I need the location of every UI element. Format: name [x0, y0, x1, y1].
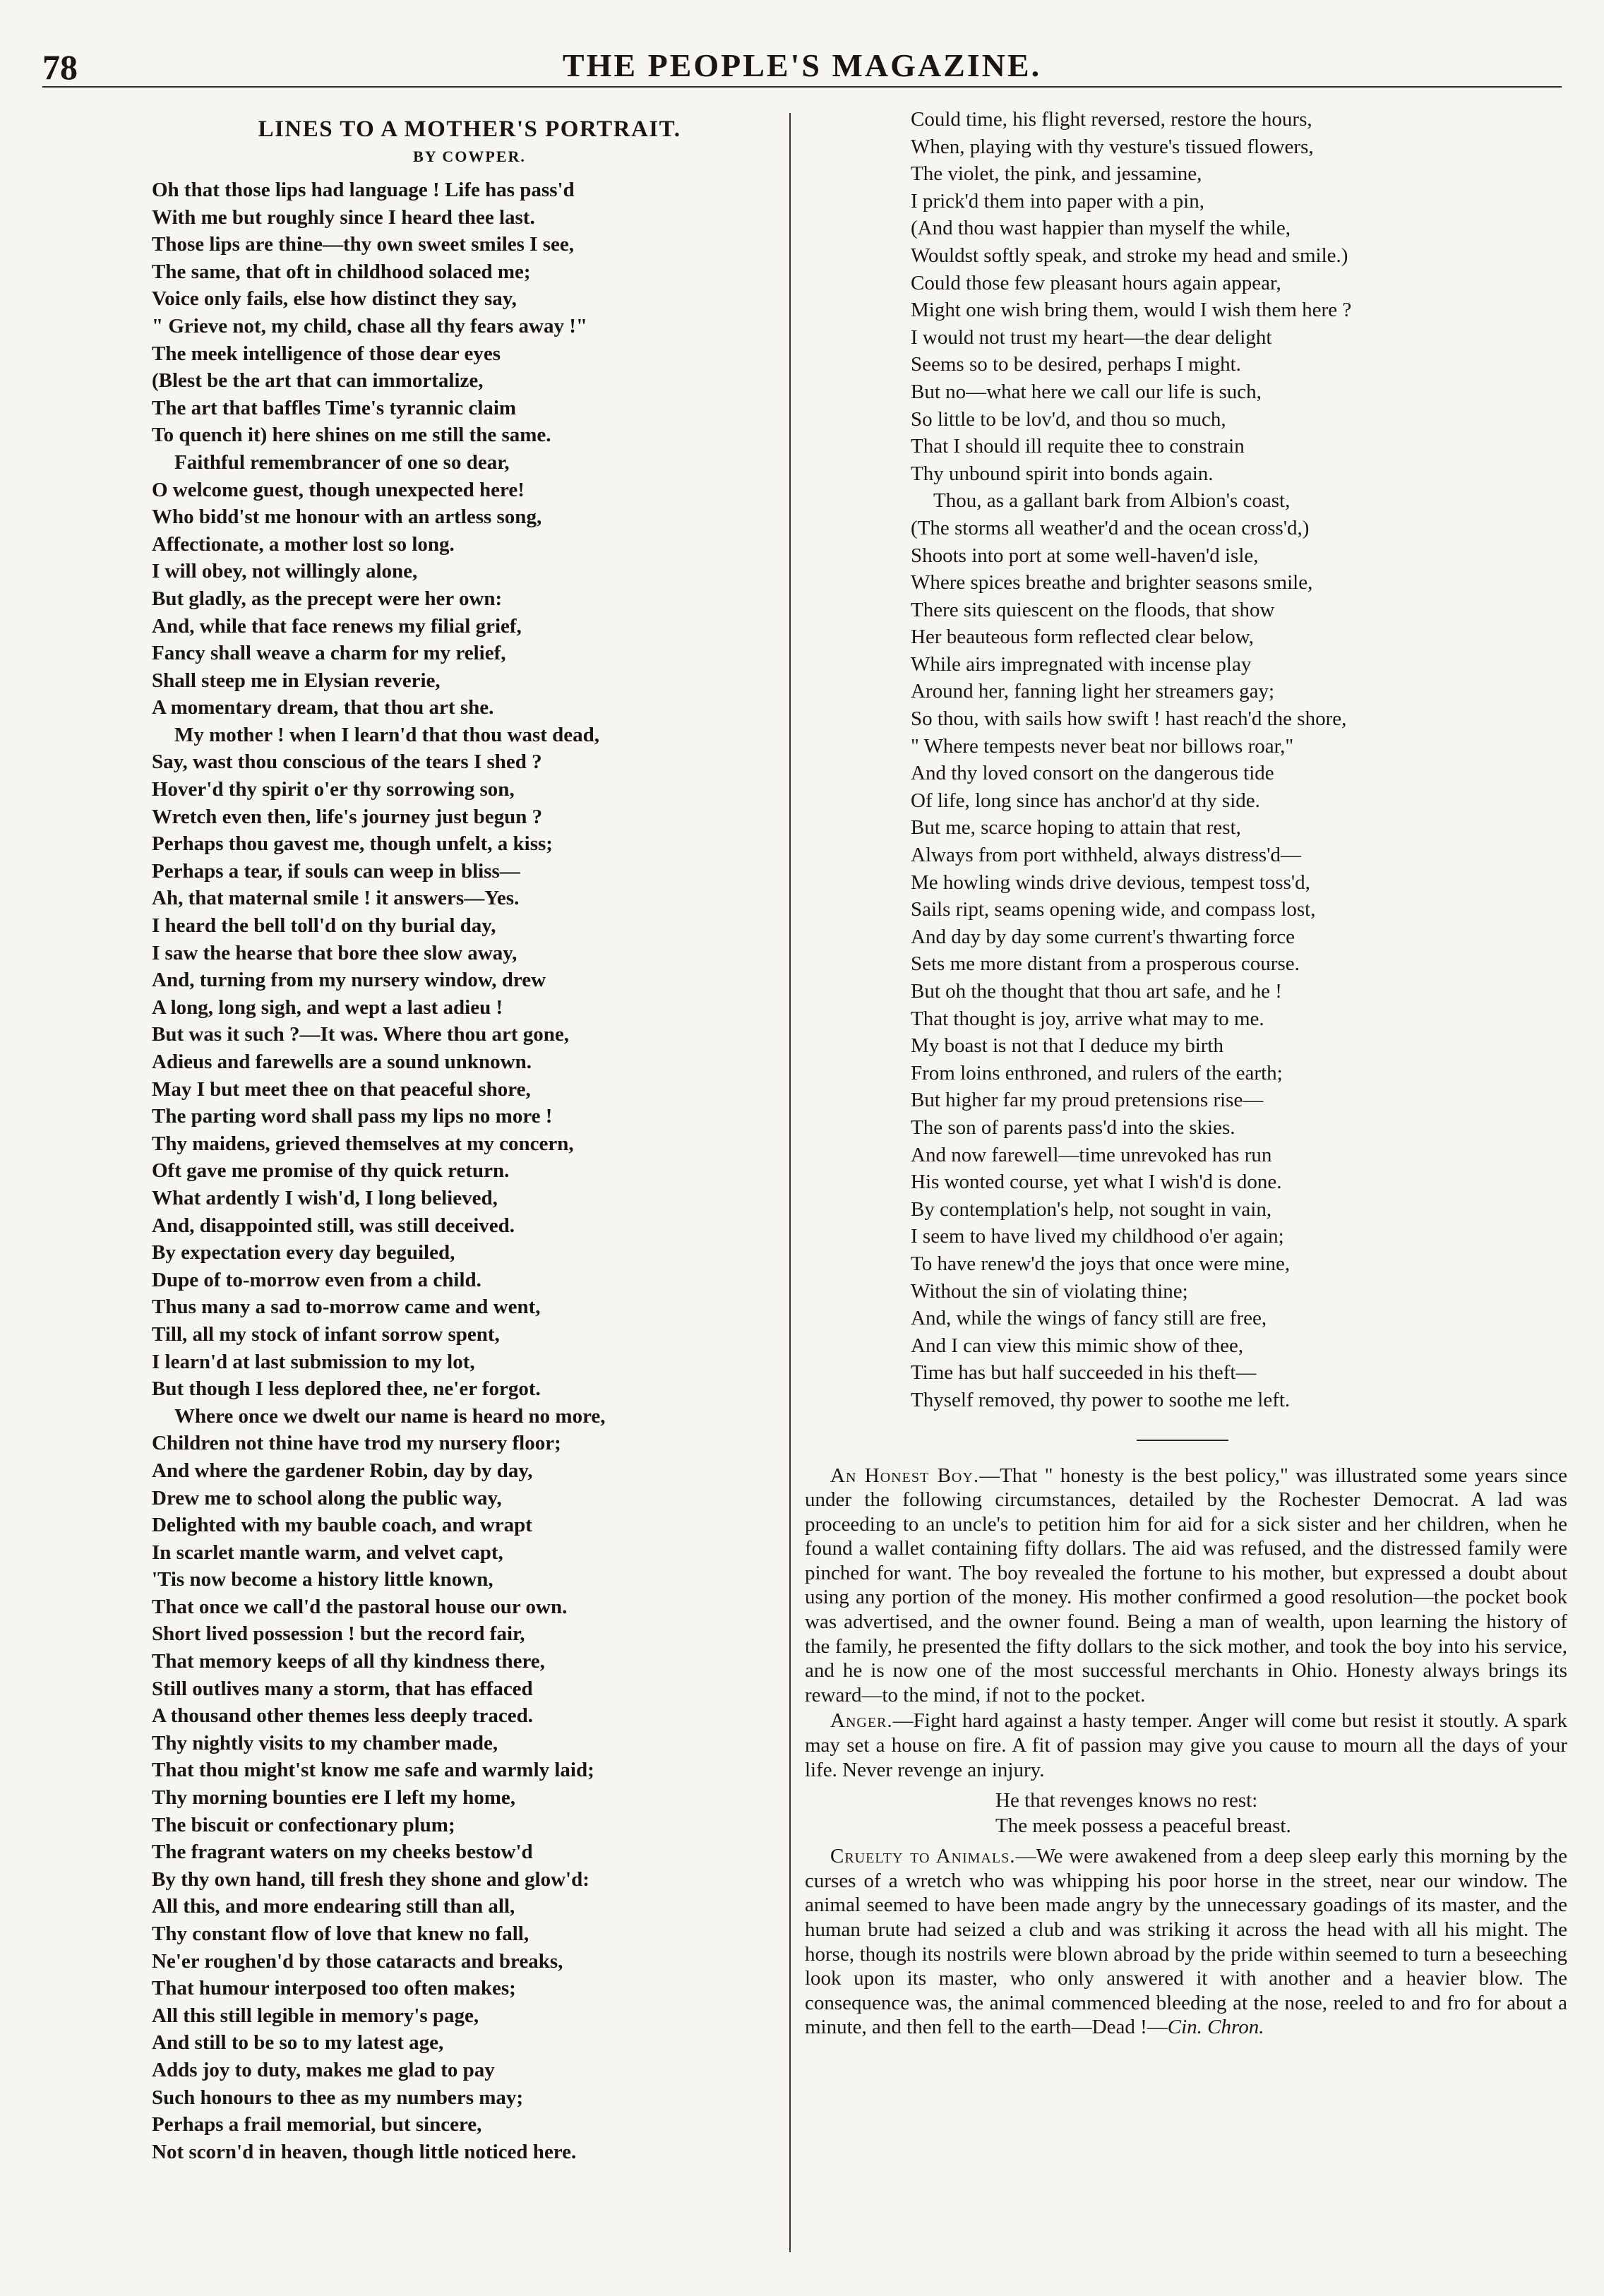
poem-line: But gladly, as the precept were her own: [152, 587, 503, 610]
magazine-title: THE PEOPLE'S MAGAZINE. [562, 47, 1042, 83]
page-header [42, 47, 1562, 89]
poem-line: And I can view this mimic show of thee, [911, 1334, 1244, 1357]
poem-line: Could those few pleasant hours again appear, [911, 271, 1281, 294]
article-honest-boy [805, 1464, 1567, 1708]
poem-line: Perhaps a tear, if souls can weep in bliss— [152, 859, 520, 883]
poem-line: Might one wish bring them, would I wish them here ? [911, 299, 1352, 322]
poem-line: Thy maidens, grieved themselves at my concern, [152, 1132, 574, 1155]
poem-line: By thy own hand, till fresh they shone and glow'd: [152, 1867, 589, 1891]
poem-line: Always from port withheld, always distress'd— [911, 844, 1301, 867]
poem-line: That I should ill requite thee to constrain [911, 435, 1245, 458]
poem-line: Without the sin of violating thine; [911, 1279, 1188, 1303]
article-heading: Anger. [830, 1709, 893, 1733]
poem-line: But me, scarce hoping to attain that rest, [911, 816, 1241, 839]
poem-line: Dupe of to-morrow even from a child. [152, 1268, 481, 1291]
poem-line: And, disappointed still, was still deceived. [152, 1214, 515, 1237]
poem-line: The parting word shall pass my lips no more ! [152, 1105, 553, 1128]
poem-line: That once we call'd the pastoral house our own. [152, 1595, 568, 1618]
poem-line: Not scorn'd in heaven, though little noticed here. [152, 2140, 577, 2163]
poem-line: Thyself removed, thy power to soothe me left. [911, 1388, 1291, 1411]
articles [805, 1464, 1567, 2040]
poem-line: Around her, fanning light her streamers gay; [911, 680, 1275, 703]
poem-line: Perhaps a frail memorial, but sincere, [152, 2113, 482, 2136]
poem-line: Such honours to thee as my numbers may; [152, 2086, 524, 2109]
poem-line: (And thou wast happier than myself the while, [911, 217, 1291, 240]
poem-line: Of life, long since has anchor'd at thy side. [911, 789, 1260, 812]
poem-right-lines [805, 106, 1567, 1414]
poem-line: But higher far my proud pretensions rise— [911, 1089, 1264, 1112]
couplet-line: He that revenges knows no rest: [995, 1789, 1258, 1812]
poem-line: Oft gave me promise of thy quick return. [152, 1159, 510, 1183]
poem-line: And, while the wings of fancy still are free, [911, 1307, 1267, 1330]
poem-line: Where once we dwelt our name is heard no more, [174, 1404, 606, 1428]
poem-line: May I but meet thee on that peaceful shore, [152, 1077, 531, 1101]
poem-line: So thou, with sails how swift ! hast reach'd the shore, [911, 707, 1347, 731]
header-rule [42, 86, 1562, 88]
right-column [805, 106, 1567, 2041]
poem-line: " Grieve not, my child, chase all thy fears away !" [152, 314, 587, 337]
poem-line: I will obey, not willingly alone, [152, 560, 418, 583]
poem-line: But no—what here we call our life is such, [911, 380, 1262, 403]
column-divider [789, 113, 791, 2252]
poem-line: But was it such ?—It was. Where thou art gone, [152, 1023, 570, 1046]
poem-line: I prick'd them into paper with a pin, [911, 189, 1204, 213]
poem-line: Sets me more distant from a prosperous course. [911, 952, 1300, 976]
poem-line: That thou might'st know me safe and warmly laid; [152, 1759, 594, 1782]
article-heading: Cruelty to Animals. [830, 1845, 1016, 1868]
article-cruelty [805, 1844, 1567, 2040]
poem-line: 'Tis now become a history little known, [152, 1568, 493, 1591]
poem-line: The same, that oft in childhood solaced me; [152, 260, 531, 283]
poem-line: The violet, the pink, and jessamine, [911, 162, 1202, 186]
anger-couplet [995, 1788, 1567, 1838]
poem-line: What ardently I wish'd, I long believed, [152, 1186, 498, 1209]
poem-line: To quench it) here shines on me still the same. [152, 424, 551, 447]
article-text: —That " honesty is the best policy," was illustrated some years since under the following circumstances, detailed by the Rochester Democrat. A lad was proceeding to an uncle's to petition him for aid for a sick sister and her children, when he found a wallet containing fifty dollars. The aid was refused, and the distressed family were pinched for want. The boy revealed the fortune to his mother, but expressed a doubt about using any portion of the money. His mother confirmed a good resolution—the pocket book was advertised, and the owner found. Being a man of wealth, upon learning the history of the family, he presented the fifty dollars to the sick mother, and took the boy into his service, and he is now one of the most successful merchants in Ohio. Honesty always brings its reward—to the mind, if not to the pocket. [805, 1464, 1567, 1706]
poem-line: A momentary dream, that thou art she. [152, 696, 494, 719]
poem-line: Thy unbound spirit into bonds again. [911, 462, 1214, 485]
poem-line: And day by day some current's thwarting force [911, 925, 1295, 948]
poem-line: Where spices breathe and brighter seasons smile, [911, 571, 1313, 594]
poem-title: LINES TO A MOTHER'S PORTRAIT. [258, 116, 681, 142]
poem-line: (Blest be the art that can immortalize, [152, 369, 484, 393]
poem-line: When, playing with thy vesture's tissued flowers, [911, 135, 1314, 158]
article-text: —Fight hard against a hasty temper. Anger will come but resist it stoutly. A spark may set a house on fire. A fit of passion may give you cause to mourn all the days of your life. Never revenge an injury. [805, 1709, 1567, 1781]
poem-line: From loins enthroned, and rulers of the earth; [911, 1061, 1283, 1084]
poem-line: While airs impregnated with incense play [911, 652, 1252, 676]
poem-line: Thy morning bounties ere I left my home, [152, 1786, 516, 1810]
poem-line: Fancy shall weave a charm for my relief, [152, 642, 506, 665]
poem-line: The biscuit or confectionary plum; [152, 1813, 455, 1836]
poem-line: Children not thine have trod my nursery floor; [152, 1432, 561, 1455]
poem-line: And where the gardener Robin, day by day, [152, 1459, 533, 1482]
poem-line: Hover'd thy spirit o'er thy sorrowing son, [152, 778, 515, 801]
left-column [152, 106, 787, 2165]
poem-line: Time has but half succeeded in his theft— [911, 1361, 1257, 1385]
poem-line: But oh the thought that thou art safe, and he ! [911, 980, 1282, 1003]
poem-line: Adieus and farewells are a sound unknown. [152, 1051, 532, 1073]
poem-line: Faithful remembrancer of one so dear, [174, 450, 510, 474]
poem-left-lines [152, 177, 787, 2165]
poem-line: Her beauteous form reflected clear below, [911, 626, 1255, 649]
poem-line: His wonted course, yet what I wish'd is done. [911, 1171, 1282, 1194]
poem-line: And now farewell—time unrevoked has run [911, 1143, 1272, 1166]
poem-line: I learn'd at last submission to my lot, [152, 1350, 475, 1373]
article-anger [805, 1709, 1567, 1782]
article-text: —We were awakened from a deep sleep early this morning by the curses of a wretch who was whipping his poor horse in the street, near our window. The animal seemed to have been made angry by the unnecessary goadings of its master, and the human brute had seized a club and was striking it across the head with all his might. The horse, though its nostrils were blown abroad by the pride within seemed to turn a beseeching look upon its master, who only answered it with another and a heavier blow. The consequence was, the animal commenced bleeding at the nose, reeled to and fro for about a minute, and then fell to the earth—Dead !— [805, 1845, 1567, 2039]
poem-line: All this still legible in memory's page, [152, 2004, 479, 2027]
poem-line: The son of parents pass'd into the skies. [911, 1116, 1235, 1139]
poem-line: Till, all my stock of infant sorrow spent, [152, 1322, 500, 1346]
poem-line: To have renew'd the joys that once were mine, [911, 1252, 1291, 1275]
poem-line: The meek intelligence of those dear eyes [152, 342, 501, 365]
poem-line: Say, wast thou conscious of the tears I shed ? [152, 751, 542, 774]
poem-line: O welcome guest, though unexpected here! [152, 478, 525, 501]
section-rule [1137, 1440, 1228, 1441]
poem-line: Drew me to school along the public way, [152, 1486, 502, 1509]
poem-line: Perhaps thou gavest me, though unfelt, a kiss; [152, 832, 553, 856]
poem-line: Who bidd'st me honour with an artless song, [152, 506, 542, 529]
poem-line: I seem to have lived my childhood o'er again; [911, 1225, 1284, 1248]
poem-line: So little to be lov'd, and thou so much, [911, 407, 1226, 431]
poem-line: Shall steep me in Elysian reverie, [152, 669, 441, 692]
poem-line: The art that baffles Time's tyrannic claim [152, 396, 517, 419]
poem-line: With me but roughly since I heard thee last. [152, 205, 535, 229]
poem-line: Thy nightly visits to my chamber made, [152, 1731, 498, 1754]
poem-line: That thought is joy, arrive what may to me. [911, 1007, 1264, 1030]
poem-line: Thus many a sad to-morrow came and went, [152, 1296, 541, 1319]
poem-line: That memory keeps of all thy kindness there, [152, 1650, 545, 1673]
poem-line: I saw the hearse that bore thee slow away, [152, 941, 517, 964]
poem-line: In scarlet mantle warm, and velvet capt, [152, 1541, 503, 1564]
poem-line: (The storms all weather'd and the ocean cross'd,) [911, 516, 1310, 539]
poem-line: Sails ript, seams opening wide, and compass lost, [911, 898, 1316, 921]
poem-line: My mother ! when I learn'd that thou wast dead, [174, 723, 600, 746]
poem-line: And, while that face renews my filial grief, [152, 614, 522, 638]
poem-line: Seems so to be desired, perhaps I might. [911, 353, 1241, 376]
poem-line: A long, long sigh, and wept a last adieu ! [152, 995, 503, 1019]
poem-line: The fragrant waters on my cheeks bestow'd [152, 1841, 533, 1864]
poem-line: Wretch even then, life's journey just begun ? [152, 805, 543, 828]
poem-line: I heard the bell toll'd on thy burial day, [152, 914, 496, 938]
poem-line: Those lips are thine—thy own sweet smiles I see, [152, 233, 574, 256]
poem-line: And thy loved consort on the dangerous tide [911, 762, 1274, 785]
poem-line: Thy constant flow of love that knew no fall, [152, 1923, 529, 1945]
poem-line: Ah, that maternal smile ! it answers—Yes. [152, 887, 520, 910]
poem-line: My boast is not that I deduce my birth [911, 1034, 1223, 1058]
poem-line: " Where tempests never beat nor billows roar," [911, 734, 1294, 758]
couplet-line: The meek possess a peaceful breast. [995, 1814, 1291, 1838]
poem-line: Could time, his flight reversed, restore the hours, [911, 108, 1312, 131]
poem-line: Still outlives many a storm, that has effaced [152, 1677, 533, 1700]
poem-line: All this, and more endearing still than all, [152, 1895, 515, 1918]
poem-line: Short lived possession ! but the record fair, [152, 1622, 525, 1646]
poem-line: There sits quiescent on the floods, that show [911, 598, 1275, 621]
poem-line: A thousand other themes less deeply traced. [152, 1704, 533, 1728]
poem-line: And, turning from my nursery window, drew [152, 969, 546, 992]
poem-line: Adds joy to duty, makes me glad to pay [152, 2058, 495, 2081]
poem-line: Shoots into port at some well-haven'd isle, [911, 544, 1259, 567]
poem-line: Wouldst softly speak, and stroke my head and smile.) [911, 244, 1348, 267]
poem-line: But though I less deplored thee, ne'er forgot. [152, 1377, 541, 1401]
poem-line: Thou, as a gallant bark from Albion's coast, [933, 489, 1291, 513]
page-number: 78 [42, 47, 78, 87]
poem-line: That humour interposed too often makes; [152, 1977, 516, 2000]
poem-line: Ne'er roughen'd by those cataracts and breaks, [152, 1949, 563, 1973]
article-source: Cin. Chron. [1167, 2016, 1264, 2039]
poem-line: Affectionate, a mother lost so long. [152, 532, 455, 556]
poem-author: BY COWPER. [413, 148, 526, 165]
poem-line: By expectation every day beguiled, [152, 1241, 455, 1264]
poem-line: Delighted with my bauble coach, and wrapt [152, 1514, 532, 1537]
poem-line: Oh that those lips had language ! Life has pass'd [152, 179, 575, 201]
poem-line: Voice only fails, else how distinct they say, [152, 287, 517, 311]
poem-line: By contemplation's help, not sought in vain, [911, 1197, 1272, 1221]
poem-line: I would not trust my heart—the dear delight [911, 325, 1272, 349]
article-heading: An Honest Boy. [830, 1464, 980, 1487]
poem-line: Me howling winds drive devious, tempest toss'd, [911, 871, 1310, 894]
poem-line: And still to be so to my latest age, [152, 2031, 444, 2055]
